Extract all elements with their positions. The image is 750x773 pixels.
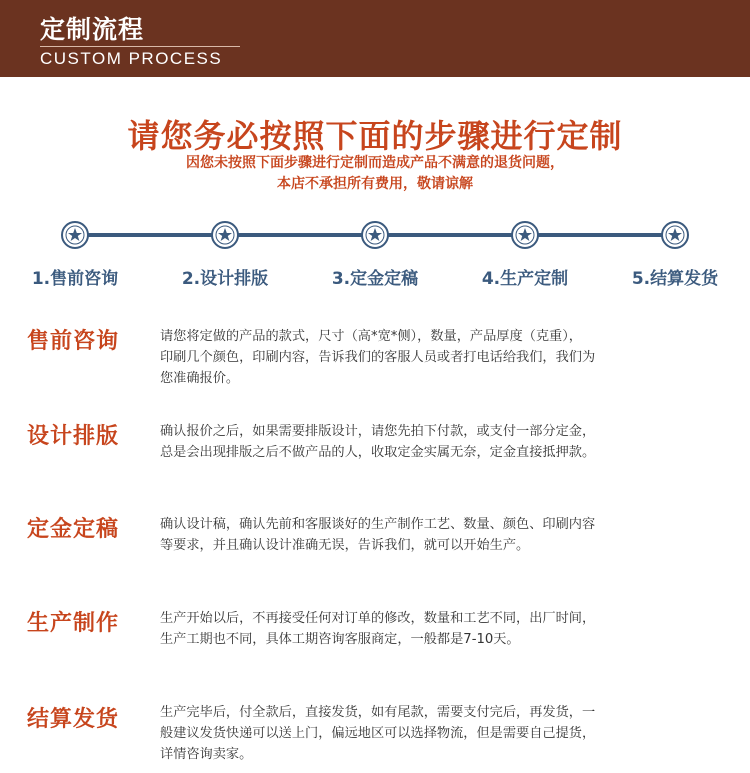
header-divider [40, 46, 240, 47]
section-line: 般建议发货快递可以送上门，偏远地区可以选择物流，但是需要自己提货， [160, 726, 596, 741]
section-line: 生产工期也不同，具体工期咨询客服商定，一般都是7-10天。 [160, 632, 520, 647]
step-node-icon [361, 221, 389, 249]
notice-headline: 请您务必按照下面的步骤进行定制 [127, 117, 623, 155]
notice-line-1: 因您未按照下面步骤进行定制而造成产品不满意的退货问题， [186, 155, 564, 171]
step-node-icon [211, 221, 239, 249]
notice-line-2: 本店不承担所有费用，敬请谅解 [277, 176, 473, 192]
section-line: 请您将定做的产品的款式，尺寸（高*宽*侧），数量，产品厚度（克重）， [160, 329, 582, 344]
step-label-1: 1.售前咨询 [31, 269, 119, 289]
section-line: 您准确报价。 [160, 371, 240, 386]
header-banner [0, 0, 750, 77]
section-text-shipping [160, 702, 720, 765]
section-line: 总是会出现排版之后不做产品的人，收取定金实属无奈，定金直接抵押款。 [160, 445, 596, 460]
section-line: 确认设计稿，确认先前和客服谈好的生产制作工艺、数量、颜色、印刷内容 [160, 517, 596, 532]
page-subtitle: CUSTOM PROCESS [40, 49, 223, 68]
section-text-deposit [160, 514, 720, 556]
step-label-2: 2.设计排版 [181, 269, 269, 289]
section-text-design [160, 421, 720, 463]
step-node-icon [661, 221, 689, 249]
section-line: 等要求，并且确认设计准确无误，告诉我们，就可以开始生产。 [160, 538, 530, 553]
section-title-presale: 售前咨询 [27, 329, 120, 354]
section-title-design: 设计排版 [27, 424, 120, 449]
section-line: 生产完毕后，付全款后，直接发货，如有尾款，需要支付完后，再发货，一 [160, 705, 596, 720]
section-line: 印刷几个颜色，印刷内容，告诉我们的客服人员或者打电话给我们，我们为 [160, 350, 596, 365]
section-title-shipping: 结算发货 [27, 707, 120, 732]
page-title: 定制流程 [40, 15, 145, 44]
section-line: 生产开始以后，不再接受任何对订单的修改，数量和工艺不同，出厂时间， [160, 611, 596, 626]
section-line: 详情咨询卖家。 [160, 747, 253, 762]
step-label-4: 4.生产定制 [481, 269, 569, 289]
step-node-icon [61, 221, 89, 249]
step-node-icon [511, 221, 539, 249]
section-text-presale [160, 326, 720, 389]
section-title-deposit: 定金定稿 [27, 517, 120, 542]
step-label-3: 3.定金定稿 [331, 269, 419, 289]
section-text-production [160, 608, 720, 650]
step-label-5: 5.结算发货 [631, 269, 719, 289]
section-title-production: 生产制作 [27, 611, 120, 636]
section-line: 确认报价之后，如果需要排版设计，请您先拍下付款，或支付一部分定金， [160, 424, 596, 439]
